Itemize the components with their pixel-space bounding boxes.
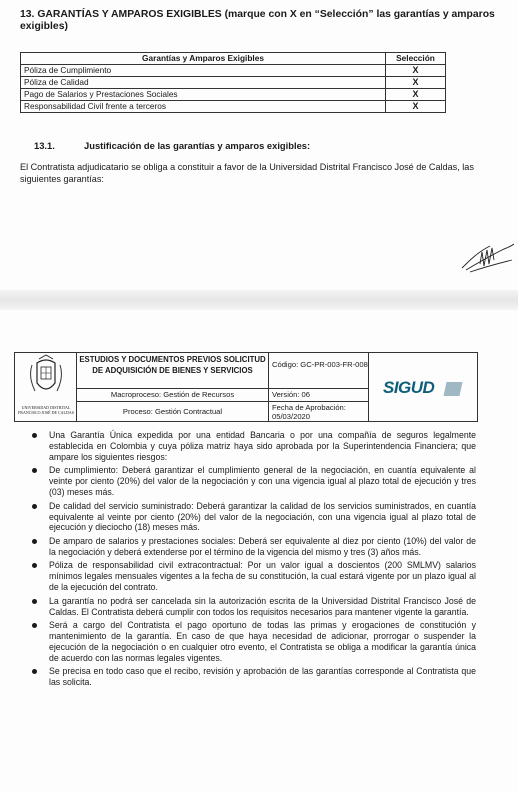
subsection-title: Justificación de las garantías y amparos exigibles: (84, 140, 311, 151)
intro-paragraph: El Contratista adjudicatario se obliga a constituir a favor de la Universidad Distrital Francisco José de Caldas, las siguientes garantías: (20, 162, 474, 184)
list-item-text: De amparo de salarios y prestaciones sociales: Deberá ser equivalente al diez por ciento (10%) del valor de la negociación y deberá extenderse por el término de la vigencia del mismo y tres (3) años más. (49, 535, 476, 557)
list-item (30, 596, 476, 618)
document-version: Versión: 06 (269, 389, 369, 402)
row-label: Póliza de Cumplimiento (21, 65, 386, 77)
selection-mark: X (386, 77, 446, 89)
list-item (30, 430, 476, 463)
subsection-number: 13.1. (34, 140, 55, 151)
process-label: Proceso: Gestión Contractual (77, 402, 269, 421)
list-item (30, 666, 476, 688)
list-item-text: De cumplimiento: Deberá garantizar el cumplimiento general de la negociación, en cuantía equivalente al veinte por ciento (20%) del valor de la negociación y con una vigencia igual al plazo total de ejecución y tres (03) meses más. (49, 465, 476, 498)
table-row (21, 89, 446, 101)
university-crest-icon (15, 353, 77, 405)
table-row (21, 101, 446, 113)
row-label: Pago de Salarios y Prestaciones Sociales (21, 89, 386, 101)
list-item (30, 501, 476, 534)
sigud-brand-text: SIGUD (383, 378, 435, 397)
bullet-icon (32, 539, 37, 544)
page-separator (0, 290, 518, 310)
list-item-text: Será a cargo del Contratista el pago oportuno de todas las primas y erogaciones de constitución y mantenimiento de la garantía. En caso de que haya necesidad de adicionar, prorrogar o suspender la ejecución de la negociación o en cualquier otro evento, el Contratista se obliga a modificar la garantía única de acuerdo con las normas legales vigentes. (49, 620, 476, 663)
bullet-icon (32, 433, 37, 438)
university-name: UNIVERSIDAD DISTRITAL FRANCISCO JOSÉ DE CALDAS (18, 405, 74, 415)
sigud-logo (369, 353, 477, 421)
signature-image (460, 238, 516, 274)
macroprocess-label: Macroproceso: Gestión de Recursos (77, 389, 269, 402)
row-label: Responsabilidad Civil frente a terceros (21, 101, 386, 113)
bullet-icon (32, 563, 37, 568)
document-title: ESTUDIOS Y DOCUMENTOS PREVIOS SOLICITUD DE ADQUISICIÓN DE BIENES Y SERVICIOS (77, 353, 269, 389)
list-item-text: Póliza de responsabilidad civil extracontractual: Por un valor igual a doscientos (200 SMLMV) salarios mínimos legales mensuales vigentes a la fecha de su constitución, la cual estará vigente por un plazo igual al de la ejecución del contrato. (49, 560, 476, 593)
list-item (30, 465, 476, 498)
row-label: Póliza de Calidad (21, 77, 386, 89)
document-header (14, 352, 478, 422)
subsection-heading (34, 140, 310, 151)
column-header-guarantees: Garantías y Amparos Exigibles (21, 53, 386, 65)
list-item (30, 536, 476, 558)
selection-mark: X (386, 65, 446, 77)
bullet-icon (32, 468, 37, 473)
guarantee-conditions-list (30, 430, 476, 691)
guarantees-table (20, 52, 446, 113)
selection-mark: X (386, 89, 446, 101)
list-item-text: De calidad del servicio suministrado: Deberá garantizar la calidad de los servicios suministrados, en cuantía equivalente al veinte por ciento (20%) del valor de la negociación, con una vigencia igual al plazo total de ejecución y dieciocho (18) meses más. (49, 500, 476, 533)
document-code: Código: GC-PR-003-FR-008 (269, 353, 369, 389)
approval-date: Fecha de Aprobación: 05/03/2020 (269, 402, 369, 421)
list-item-text: La garantía no podrá ser cancelada sin la autorización escrita de la Universidad Distrital Francisco José de Caldas. El Contratista deberá cumplir con todos los requisitos necesarios para mantener vigente la garantía. (49, 595, 476, 617)
list-item-text: Una Garantía Única expedida por una entidad Bancaria o por una compañía de seguros legalmente establecida en Colombia y cuya póliza matriz haya sido aprobada por la Superintendencia Financiera; que ampare los siguientes riesgos: (49, 430, 476, 462)
sigud-check-icon (444, 382, 463, 396)
table-row (21, 77, 446, 89)
bullet-icon (32, 504, 37, 509)
table-header-row (21, 53, 446, 65)
list-item (30, 560, 476, 593)
bullet-icon (32, 599, 37, 604)
section-title: 13. GARANTÍAS Y AMPAROS EXIGIBLES (marque con X en “Selección” las garantías y amparos exigibles) (20, 9, 495, 32)
list-item (30, 620, 476, 664)
table-row (21, 65, 446, 77)
bullet-icon (32, 669, 37, 674)
university-logo (15, 353, 77, 421)
column-header-selection: Selección (386, 53, 446, 65)
selection-mark: X (386, 101, 446, 113)
bullet-icon (32, 623, 37, 628)
list-item-text: Se precisa en todo caso que el recibo, revisión y aprobación de las garantías corresponde al Contratista que las solicita. (49, 666, 476, 688)
